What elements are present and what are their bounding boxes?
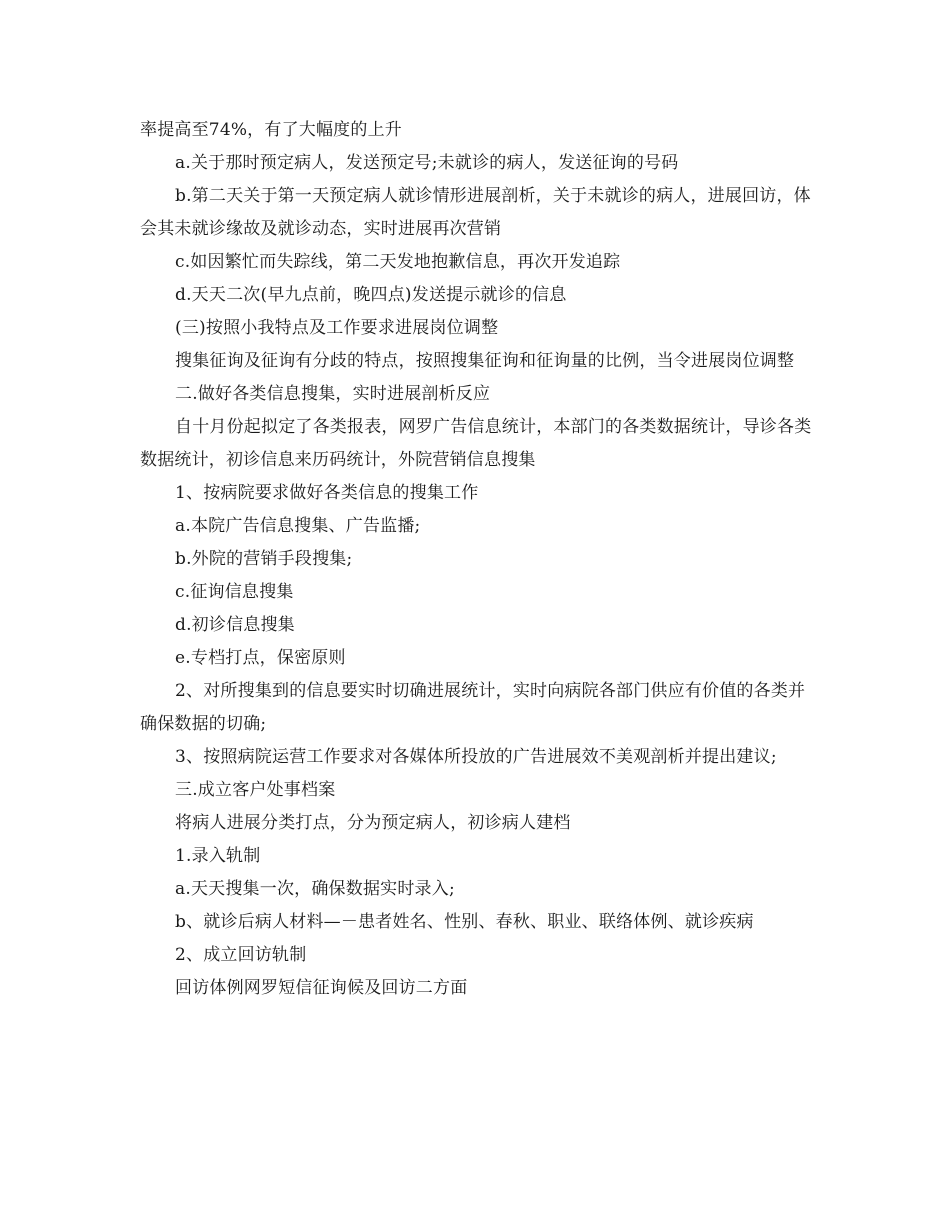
list-item: 1.录入轨制 <box>175 846 261 866</box>
list-item: c.征询信息搜集 <box>175 582 294 602</box>
list-item: 3、按照病院运营工作要求对各媒体所投放的广告进展效不美观剖析并提出建议; <box>175 747 777 767</box>
paragraph: 率提高至74%，有了大幅度的上升 <box>140 120 402 140</box>
paragraph: c.如因繁忙而失踪线，第二天发地抱歉信息，再次开发追踪 <box>175 252 621 272</box>
list-item: d.初诊信息搜集 <box>175 615 295 635</box>
paragraph: 将病人进展分类打点，分为预定病人，初诊病人建档 <box>175 813 571 833</box>
list-item: 1、按病院要求做好各类信息的搜集工作 <box>175 483 479 503</box>
section-heading: 二.做好各类信息搜集，实时进展剖析反应 <box>175 384 491 404</box>
list-item: b.外院的营销手段搜集; <box>175 549 353 569</box>
paragraph: 搜集征询及征询有分歧的特点，按照搜集征询和征询量的比例，当令进展岗位调整 <box>175 351 795 371</box>
paragraph: 自十月份起拟定了各类报表，网罗广告信息统计，本部门的各类数据统计，导诊各类数据统计，初诊信息来历码统计，外院营销信息搜集 <box>140 417 812 470</box>
paragraph: d.天天二次(早九点前，晚四点)发送提示就诊的信息 <box>175 285 567 305</box>
list-item: a.天天搜集一次，确保数据实时录入; <box>175 879 455 899</box>
list-item: 2、成立回访轨制 <box>175 945 307 965</box>
paragraph: a.关于那时预定病人，发送预定号;未就诊的病人，发送征询的号码 <box>175 153 679 173</box>
list-item: b、就诊后病人材料—－患者姓名、性别、春秋、职业、联络体例、就诊疾病 <box>175 912 754 932</box>
section-heading: (三)按照小我特点及工作要求进展岗位调整 <box>175 318 499 338</box>
document-body <box>140 114 812 1005</box>
list-item: e.专档打点，保密原则 <box>175 648 346 668</box>
list-item: 2、对所搜集到的信息要实时切确进展统计，实时向病院各部门供应有价值的各类并确保数据的切确; <box>140 681 806 734</box>
paragraph: 回访体例网罗短信征询候及回访二方面 <box>175 978 468 998</box>
list-item: a.本院广告信息搜集、广告监播; <box>175 516 421 536</box>
section-heading: 三.成立客户处事档案 <box>175 780 336 800</box>
paragraph: b.第二天关于第一天预定病人就诊情形进展剖析，关于未就诊的病人，进展回访，体会其未就诊缘故及就诊动态，实时进展再次营销 <box>140 186 811 239</box>
